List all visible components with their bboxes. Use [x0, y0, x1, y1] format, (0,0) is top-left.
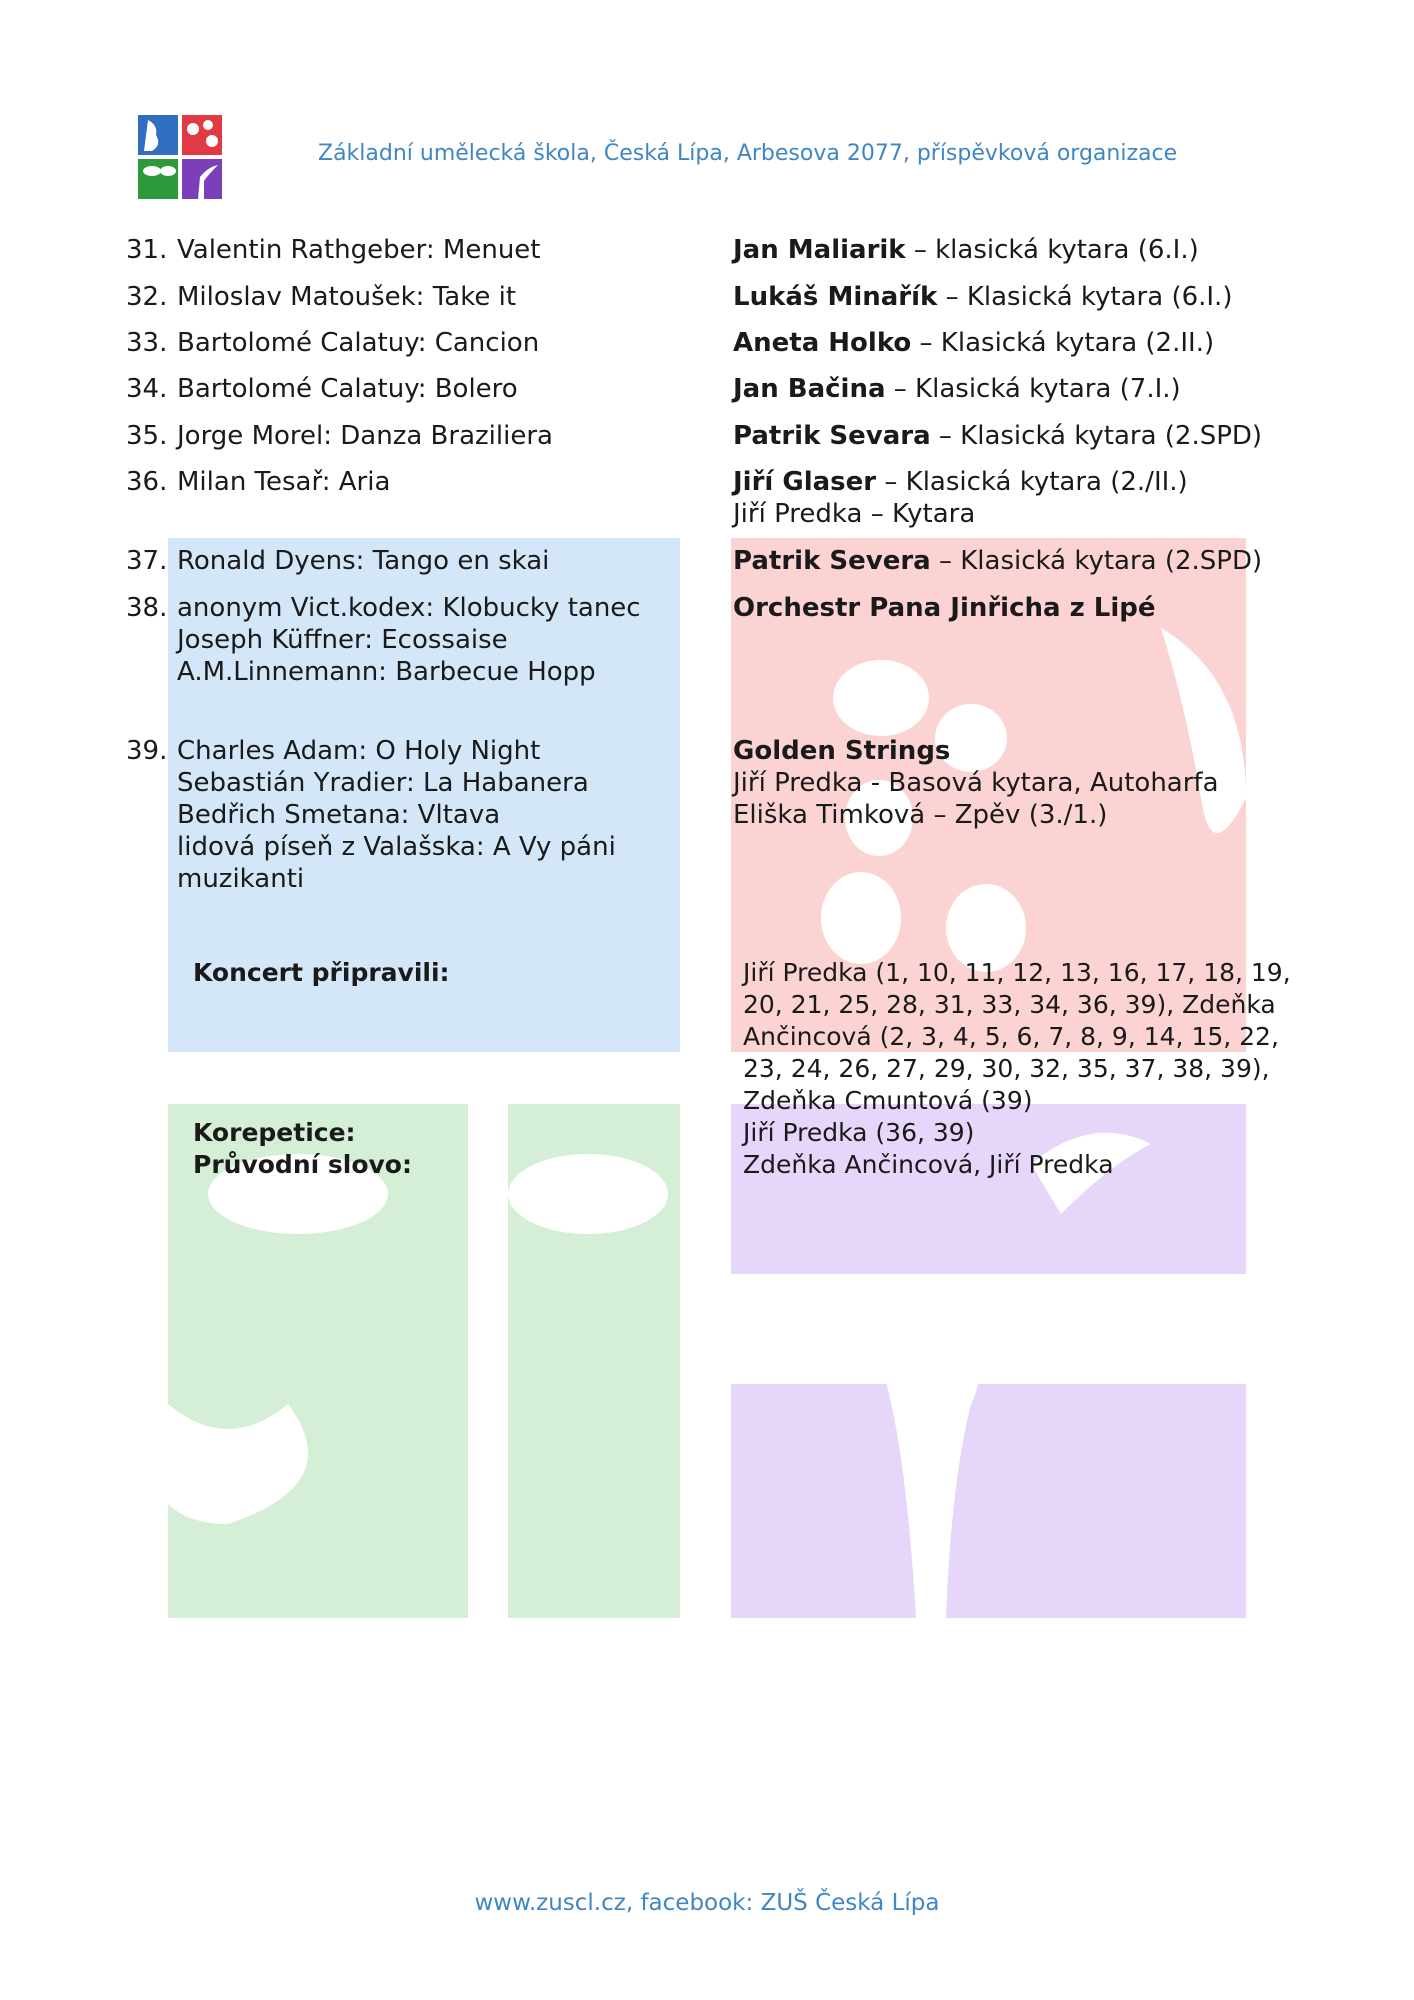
prepared-label: Koncert připravili: — [193, 958, 450, 987]
program-item-number: 36. — [126, 467, 168, 497]
theatre-masks-decoration — [168, 1104, 680, 1618]
program-item-number: 38. — [126, 593, 168, 623]
slovo-label: Průvodní slovo: — [193, 1150, 412, 1179]
piece-title: lidová píseň z Valašska: A Vy páni — [177, 832, 616, 862]
piece-title: A.M.Linnemann: Barbecue Hopp — [177, 657, 596, 687]
performer-name: Jan Bačina — [733, 374, 886, 404]
performer-name: Lukáš Minařík — [733, 282, 938, 312]
program-item-performers — [733, 281, 1232, 313]
school-logo — [138, 115, 226, 201]
piece-title: Miloslav Matoušek: Take it — [177, 282, 517, 312]
program-item-pieces — [177, 466, 390, 498]
performer-instrument: – klasická kytara (6.I.) — [905, 235, 1199, 265]
program-item-pieces — [177, 592, 641, 688]
program-item-number: 32. — [126, 282, 168, 312]
program-item-performers — [733, 466, 1188, 530]
program-item-number: 31. — [126, 235, 168, 265]
performer-extra: Eliška Timková – Zpěv (3./1.) — [733, 800, 1108, 830]
program-item-performers — [733, 234, 1199, 266]
slovo-value: Zdeňka Ančincová, Jiří Predka — [743, 1150, 1114, 1179]
program-item-number: 34. — [126, 374, 168, 404]
footer-links: www.zuscl.cz, facebook: ZUŠ Česká Lípa — [474, 1890, 940, 1916]
performer-instrument: – Klasická kytara (2.II.) — [911, 328, 1215, 358]
program-item-number: 35. — [126, 421, 168, 451]
prepared-value: Jiří Predka (1, 10, 11, 12, 13, 16, 17, 18, 19, 20, 21, 25, 28, 31, 33, 34, 36, 39), Zdeňka Ančincová (2, 3, 4, 5, 6, 7, 8, 9, 14, 15, 22, 23, 24, 26, 27, 29, 30, 32, 35, 37, 38, 39), Zdeňka Cmuntová (39) — [743, 958, 1291, 1115]
school-header: Základní umělecká škola, Česká Lípa, Arbesova 2077, příspěvková organizace — [318, 141, 1178, 166]
performer-instrument: – Klasická kytara (6.I.) — [937, 282, 1233, 312]
piece-title: anonym Vict.kodex: Klobucky tanec — [177, 593, 641, 623]
program-item-pieces — [177, 281, 516, 313]
performer-name: Aneta Holko — [733, 328, 912, 358]
program-item-number: 37. — [126, 546, 168, 576]
program-item-number: 39. — [126, 736, 168, 766]
korepetice-value: Jiří Predka (36, 39) — [743, 1118, 975, 1147]
performer-instrument: – Klasická kytara (2.SPD) — [930, 546, 1263, 576]
performer-name: Patrik Sevara — [733, 421, 931, 451]
program-item-performers — [733, 735, 1219, 831]
dancer-decoration — [731, 1104, 1246, 1618]
piece-title: Bartolomé Calatuy: Cancion — [177, 328, 540, 358]
performer-instrument: – Klasická kytara (2.SPD) — [930, 421, 1263, 451]
program-item-performers — [733, 373, 1181, 405]
program-item-number: 33. — [126, 328, 168, 358]
korepetice-label: Korepetice: — [193, 1118, 356, 1147]
performer-instrument: – Klasická kytara (2./II.) — [876, 467, 1188, 497]
performer-instrument: – Klasická kytara (7.I.) — [885, 374, 1181, 404]
piece-title: Milan Tesař: Aria — [177, 467, 391, 497]
piece-title: Bedřich Smetana: Vltava — [177, 800, 501, 830]
piece-title: muzikanti — [177, 864, 305, 894]
program-item-performers — [733, 545, 1262, 577]
program-item-performers — [733, 327, 1214, 359]
performer-name: Golden Strings — [733, 736, 951, 766]
program-item-performers — [733, 592, 1156, 624]
piece-title: Bartolomé Calatuy: Bolero — [177, 374, 518, 404]
program-item-pieces — [177, 327, 539, 359]
performer-name: Patrik Severa — [733, 546, 931, 576]
program-item-pieces — [177, 420, 553, 452]
piece-title: Jorge Morel: Danza Braziliera — [177, 421, 553, 451]
performer-name: Orchestr Pana Jinřicha z Lipé — [733, 593, 1156, 623]
program-item-pieces — [177, 545, 549, 577]
background-panel-green — [168, 1104, 680, 1618]
piece-title: Charles Adam: O Holy Night — [177, 736, 541, 766]
piece-title: Valentin Rathgeber: Menuet — [177, 235, 541, 265]
piece-title: Ronald Dyens: Tango en skai — [177, 546, 550, 576]
background-panel-purple — [731, 1104, 1246, 1618]
program-item-pieces — [177, 735, 616, 895]
performer-extra: Jiří Predka - Basová kytara, Autoharfa — [733, 768, 1219, 798]
program-item-pieces — [177, 373, 518, 405]
piece-title: Sebastián Yradier: La Habanera — [177, 768, 589, 798]
performer-extra: Jiří Predka – Kytara — [733, 499, 976, 529]
piece-title: Joseph Küffner: Ecossaise — [177, 625, 508, 655]
performer-name: Jiří Glaser — [733, 467, 877, 497]
program-item-pieces — [177, 234, 541, 266]
performer-name: Jan Maliarik — [733, 235, 906, 265]
program-item-performers — [733, 420, 1262, 452]
